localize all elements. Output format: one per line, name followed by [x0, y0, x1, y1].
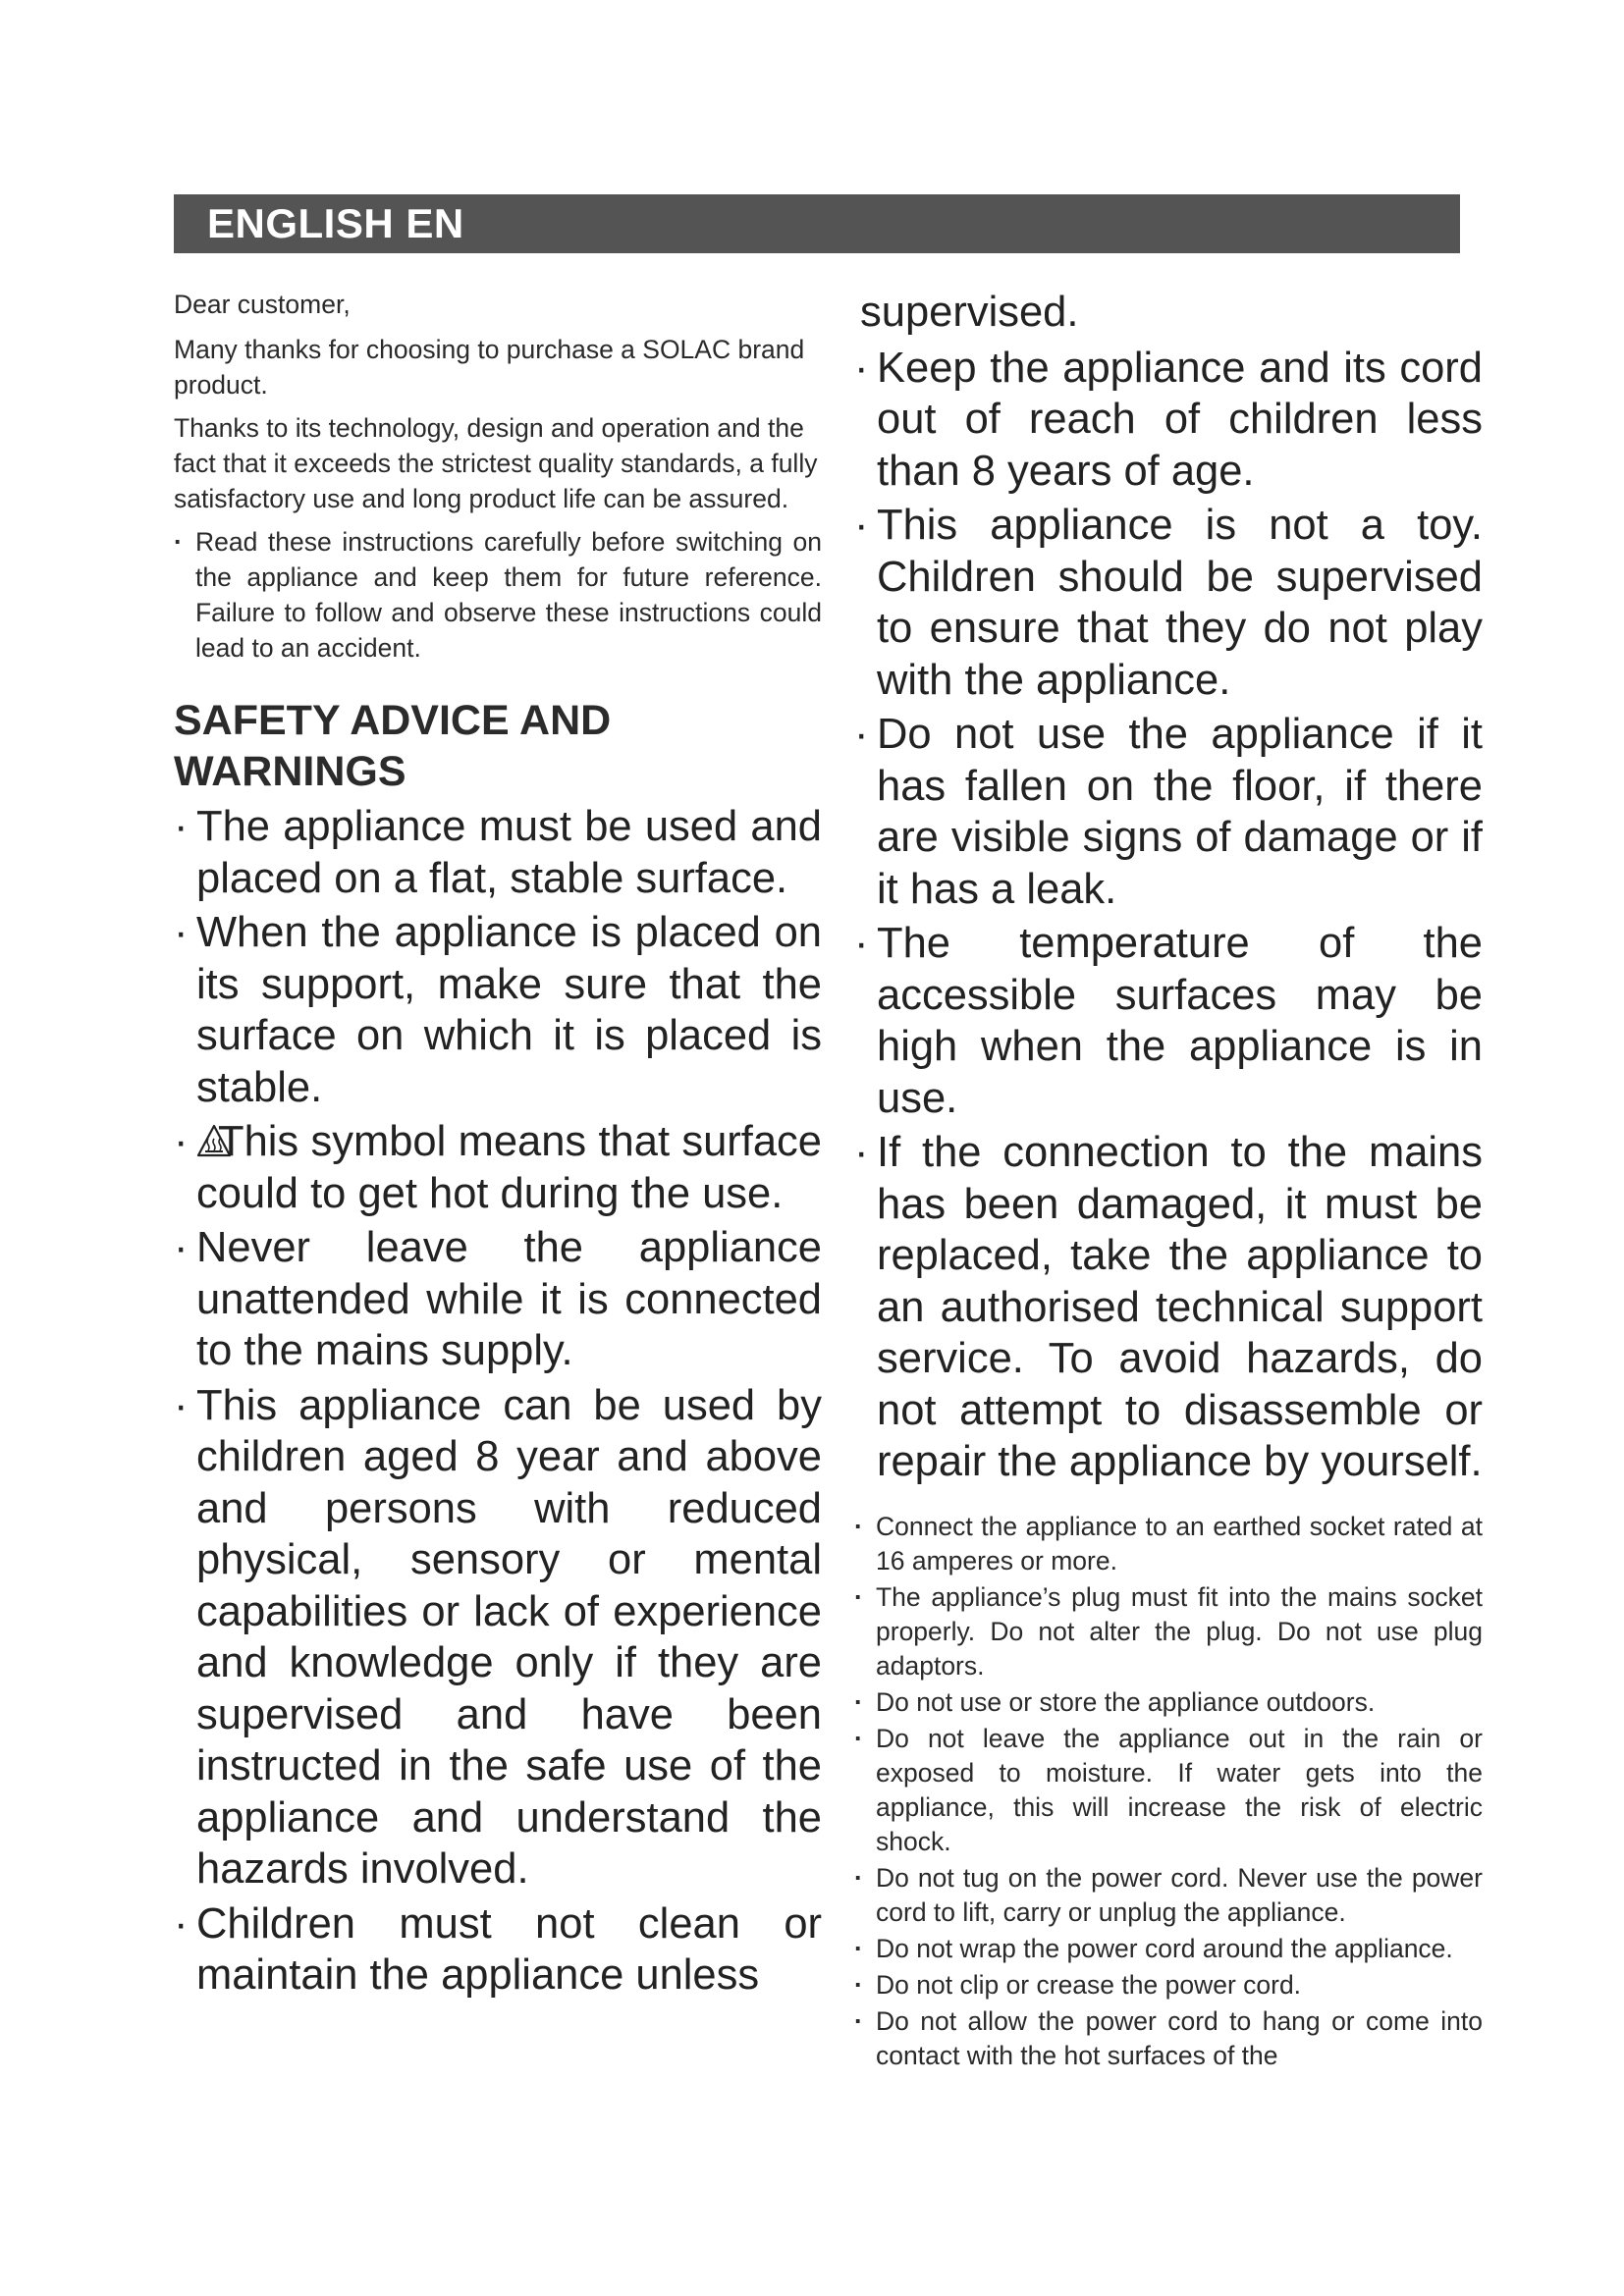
list-item: · Do not allow the power cord to hang or come into contact with the hot surfaces of the [854, 2004, 1483, 2073]
list-item: · The appliance must be used and placed on a flat, stable surface. [174, 801, 822, 904]
list-item: · This appliance is not a toy. Children should be supervised to ensure that they do not play with the appliance. [854, 500, 1483, 706]
quality-paragraph: Thanks to its technology, design and operation and the fact that it exceeds the strictest quality standards, a fully satisfactory use and long product life can be assured. [174, 413, 818, 513]
list-item: · The temperature of the accessible surfaces may be high when the appliance is in use. [854, 918, 1483, 1124]
list-item-hot-surface [174, 1116, 822, 1219]
section-title: SAFETY ADVICE AND WARNINGS [174, 697, 612, 795]
list-item: · Children must not clean or maintain the appliance unless [174, 1898, 822, 2002]
thanks-paragraph: Many thanks for choosing to purchase a SOLAC brand product. [174, 335, 805, 400]
list-item: · When the appliance is placed on its support, make sure that the surface on which it is placed is stable. [174, 907, 822, 1113]
list-item: · Keep the appliance and its cord out of reach of children less than 8 years of age. [854, 343, 1483, 498]
list-item: · This appliance can be used by children aged 8 year and above and persons with reduced physical, sensory or mental capabilities or lack of experience and knowledge only if they are supervised and have been instructed in the safe use of the appliance and understand the hazards involved. [174, 1380, 822, 1896]
safety-list-right [854, 343, 1483, 1488]
safety-list-left [174, 801, 822, 2002]
intro-list [174, 524, 822, 666]
hot-surface-text: This symbol means that surface could to get hot during the use. [196, 1118, 822, 1217]
list-item: · Do not use the appliance if it has fallen on the floor, if there are visible signs of damage or if it has a leak. [854, 709, 1483, 915]
right-column [854, 287, 1483, 2075]
read-instructions-item: · Read these instructions carefully before switching on the appliance and keep them for future reference. Failure to follow and observe these instructions could lead to an accident. [174, 524, 822, 666]
list-item: · Do not clip or crease the power cord. [854, 1968, 1483, 2002]
continued-text: supervised. [860, 289, 1079, 336]
list-item: · If the connection to the mains has been damaged, it must be replaced, take the appliance to an authorised technical support service. To avoid hazards, do not attempt to disassemble or repair the appliance by yourself. [854, 1127, 1483, 1488]
list-item: · Do not wrap the power cord around the appliance. [854, 1932, 1483, 1966]
greeting: Dear customer, [174, 290, 351, 319]
list-item: · Connect the appliance to an earthed socket rated at 16 amperes or more. [854, 1510, 1483, 1578]
intro-section [174, 287, 822, 666]
list-item: · Never leave the appliance unattended while it is connected to the mains supply. [174, 1222, 822, 1377]
list-item: · Do not leave the appliance out in the rain or exposed to moisture. If water gets into the appliance, this will increase the risk of electric shock. [854, 1722, 1483, 1859]
left-column [174, 287, 822, 2004]
list-item: · Do not use or store the appliance outdoors. [854, 1685, 1483, 1720]
power-cord-list [854, 1510, 1483, 2073]
list-item: · Do not tug on the power cord. Never use the power cord to lift, carry or unplug the appliance. [854, 1861, 1483, 1930]
language-header-bar [174, 194, 1460, 253]
language-label: ENGLISH EN [207, 200, 464, 246]
list-item: · The appliance’s plug must fit into the mains socket properly. Do not alter the plug. Do not use plug adaptors. [854, 1580, 1483, 1683]
